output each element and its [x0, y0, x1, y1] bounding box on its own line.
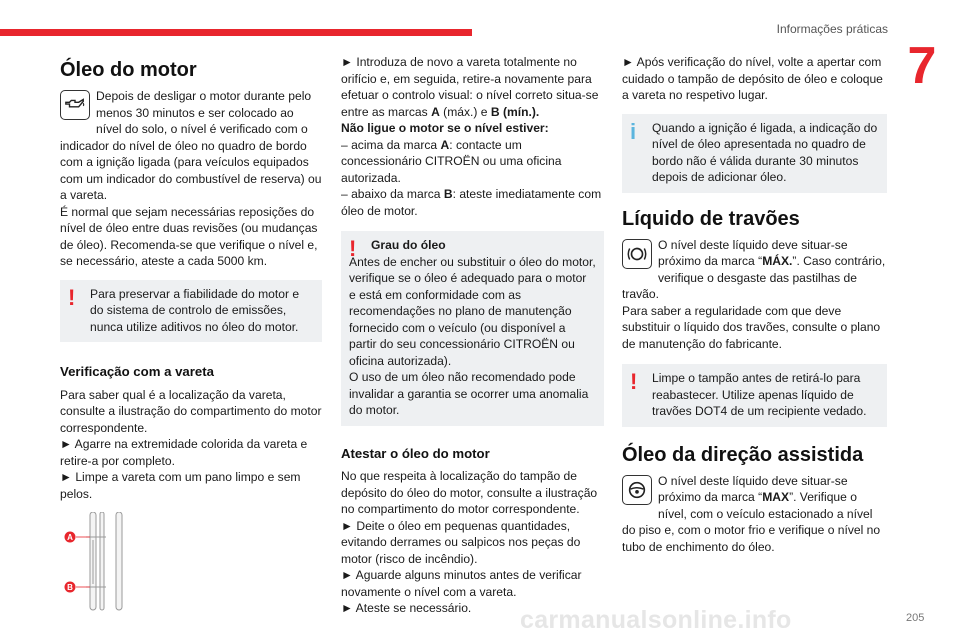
column-2 [341, 54, 604, 617]
oil-grade-body2: O uso de um óleo não recomendado pode invalidar a garantia se ocorrer uma anomalia do motor. [349, 370, 589, 417]
brake-note-text: Limpe o tampão antes de retirá-lo para reabastecer. Utilize apenas líquido de travões DOT4 de um recipiente vedado. [652, 371, 867, 418]
warning-icon: ! [68, 284, 76, 310]
heading-brake-fluid: Líquido de travões [622, 207, 800, 230]
above-text: – acima da marca [341, 137, 441, 152]
oil-intro-first: Depois de desligar o motor durante pelo menos 30 minutos e ser colocado ao [96, 89, 312, 120]
topup-p3: ► Aguarde alguns minutos antes de verificar novamente o nível com a vareta. [341, 568, 582, 599]
section-title: Informações práticas [776, 22, 888, 36]
below-text-rest: : ateste imediatamente com óleo de motor. [341, 187, 602, 218]
chapter-number: 7 [907, 37, 937, 95]
steer-p1 [622, 473, 887, 556]
below-mark-b: B [443, 187, 453, 201]
oil-grade-body: Antes de encher ou substituir o óleo do motor, verifique se o óleo é adequado para o motor e está em conformidade com as recomendações no plano de manutenção fornecido com o veículo (ou disponível a partir do seu concessionário CITROËN ou oficina autorizada). [349, 254, 596, 368]
info-text: Quando a ignição é ligada, a indicação do nível de óleo apresentada no quadro de bordo não é válida durante 30 minutos depois de adicionar óleo. [652, 120, 878, 184]
brake-warning-icon [622, 239, 652, 269]
above-mark-a: A [440, 137, 450, 152]
column-3 [622, 54, 887, 555]
watermark: carmanualsonline.info [520, 606, 792, 634]
brake-max-mark: MÁX. [762, 254, 793, 268]
mark-a: A [431, 104, 440, 119]
page-number: 205 [906, 612, 925, 624]
brake-rest: ”. Caso contrário, verifique o desgaste das pastilhas de travão. [622, 254, 886, 301]
header-accent-bar [0, 29, 472, 36]
after-check: ► Após verificação do nível, volte a apertar com cuidado o tampão de depósito de óleo e coloque a vareta no respetivo lugar. [622, 55, 883, 102]
above-text-rest: : contacte um concessionário CITROËN ou uma oficina autorizada. [341, 137, 562, 185]
column-1 [60, 52, 322, 607]
dipstick-diagram [60, 512, 322, 607]
dipstick-p2: ► Agarre na extremidade colorida da vareta e retire-a por completo. [60, 437, 308, 468]
above-mark [341, 137, 604, 187]
steer-rest: ”. Verifique o nível, com o veículo estacionado a nível do piso e, com o motor frio e verifique o nível no tubo de enchimento do óleo. [622, 490, 881, 554]
oil-intro-rest: nível do solo, o nível é verificado com o indicador do nível de óleo no quadro de bordo com a ignição ligada (para veículos equipados com um indicador do combustível de reserva) ou a vareta. [60, 122, 322, 202]
info-icon: i [630, 118, 637, 144]
warning-icon: ! [630, 369, 638, 394]
brake-first: O nível deste líquido deve situar-se próximo da marca “ [658, 237, 848, 268]
topup-p2: ► Deite o óleo em pequenas quantidades, evitando derrames ou salpicos nos peças do motor (risco de incêndio). [341, 518, 581, 566]
reinsert-text: ► Introduza de novo a vareta totalmente no orifício e, em seguida, retire-a novamente para efetuar o controlo visual: o nível correto situa-se entre as marcas [341, 55, 599, 119]
below-text: – abaixo da marca [341, 187, 444, 201]
steer-first: O nível deste líquido deve situar-se próximo da marca “ [658, 473, 848, 504]
info-note-oil-level [622, 114, 887, 193]
oil-grade-title-line [349, 237, 596, 254]
dipstick-p1: Para saber qual é a localização da vareta, consulte a ilustração do compartimento do motor correspondente. [60, 387, 322, 435]
label-a: A [67, 533, 73, 542]
warning-icon: ! [349, 236, 357, 261]
steering-wheel-icon [622, 475, 652, 505]
topup-p1: No que respeita à localização do tampão de depósito do óleo do motor, consulte a ilustração no compartimento do motor correspondente. [341, 469, 598, 516]
heading-power-steering: Óleo da direção assistida [622, 443, 864, 466]
heading-dipstick-check: Verificação com a vareta [60, 364, 214, 379]
warning-note-brake [622, 364, 887, 427]
brake-p1 [622, 237, 887, 303]
reinsert-dipstick [341, 54, 604, 120]
oil-grade-title: Grau do óleo [371, 238, 446, 252]
do-not-start-text: Não ligue o motor se o nível estiver: [341, 121, 549, 135]
mark-b: B (mín.). [490, 104, 540, 119]
oil-intro-p2: É normal que sejam necessárias reposições do nível de óleo entre duas revisões (ou mudanças de óleo). Recomenda-se que verifique o nível e, se necessário, ateste a cada 5000 km. [60, 204, 318, 268]
below-mark [341, 186, 604, 219]
dipstick-illustration [60, 512, 160, 612]
warning-note-oil-grade [341, 231, 604, 426]
steer-max-mark: MAX [762, 490, 790, 504]
label-b: B [67, 583, 73, 592]
warning-note-additives [60, 280, 322, 343]
reinsert-mid: (máx.) e [439, 104, 491, 119]
brake-p2: Para saber a regularidade com que deve substituir o líquido dos travões, consulte o plano de manutenção do fabricante. [622, 303, 881, 351]
heading-engine-oil: Óleo do motor [60, 59, 197, 81]
oil-can-icon [60, 90, 90, 120]
do-not-start-heading [341, 120, 604, 137]
warning-text: Para preservar a fiabilidade do motor e do sistema de controlo de emissões, nunca utilize aditivos no óleo do motor. [90, 286, 300, 334]
heading-topping-up: Atestar o óleo do motor [341, 445, 490, 461]
topup-p4: ► Ateste se necessário. [341, 601, 472, 615]
dipstick-p3: ► Limpe a vareta com um pano limpo e sem pelos. [60, 470, 301, 501]
